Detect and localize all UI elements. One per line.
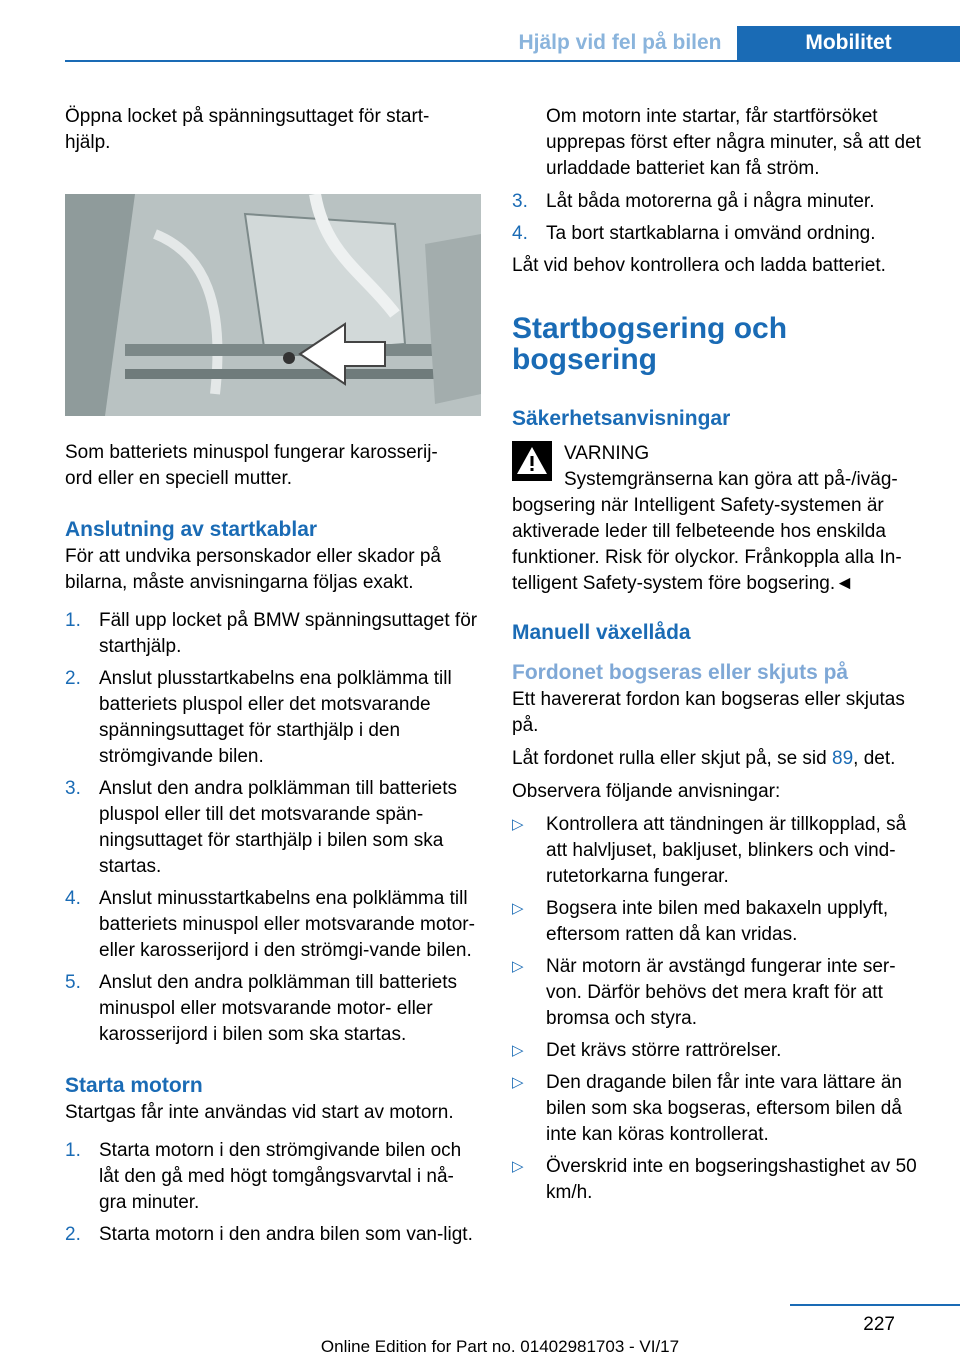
list-item bbox=[65, 1222, 481, 1248]
header-chapter-tab[interactable]: Mobilitet bbox=[737, 26, 960, 60]
step-number: 3. bbox=[65, 778, 81, 799]
bullet-triangle-icon: ▷ bbox=[512, 1042, 524, 1059]
warning-label: VARNING bbox=[564, 443, 650, 464]
bullet-triangle-icon: ▷ bbox=[512, 1074, 524, 1091]
step-text: Anslut plusstartkabelns ena polklämma till batteriets pluspol eller det motsvarande spänningsuttaget för starthjälp i den strömgivande bilen. bbox=[99, 668, 452, 767]
list-item bbox=[512, 812, 928, 890]
manual-gearbox-title: Manuell växellåda bbox=[512, 621, 691, 644]
bullet-text: Den dragande bilen får inte vara lättare än bilen som ska bogseras, eftersom bilen då inte kan köras kontrollerat. bbox=[546, 1072, 902, 1145]
step-number: 2. bbox=[65, 668, 81, 689]
edition-footer: Online Edition for Part no. 01402981703 - VI/17 bbox=[320, 1337, 680, 1356]
list-item bbox=[65, 608, 481, 660]
step-text: Starta motorn i den strömgivande bilen och låt den gå med högt tomgångsvarvtal i nå-gra minuter. bbox=[99, 1140, 462, 1213]
header-section-tab[interactable]: Hjälp vid fel på bilen bbox=[518, 31, 722, 54]
start-engine-steps-continued bbox=[512, 189, 928, 247]
list-item bbox=[512, 189, 928, 215]
page-89-link[interactable]: 89 bbox=[832, 748, 854, 769]
bullet-text: När motorn är avstängd fungerar inte ser-von. Därför behövs det mera kraft för att bromsa och styra. bbox=[546, 956, 896, 1029]
towing-reference-after: , det. bbox=[853, 748, 896, 769]
list-item bbox=[512, 896, 928, 948]
right-column bbox=[512, 104, 928, 1212]
step-number: 3. bbox=[512, 191, 528, 212]
list-item bbox=[65, 970, 481, 1048]
step-number: 2. bbox=[65, 1224, 81, 1245]
bullet-triangle-icon: ▷ bbox=[512, 900, 524, 917]
list-item bbox=[512, 1038, 928, 1064]
bullet-text: Det krävs större rattrörelser. bbox=[546, 1040, 782, 1061]
towing-reference-before: Låt fordonet rulla eller skjut på, se sid bbox=[512, 748, 833, 769]
towing-reference bbox=[512, 746, 928, 772]
warning-text-first-line: Systemgränserna kan göra att på-/iväg- bbox=[564, 469, 898, 490]
warning-icon bbox=[512, 441, 552, 481]
intro-text: Öppna locket på spänningsuttaget för start- hjälp. bbox=[65, 106, 430, 153]
start-engine-steps bbox=[65, 1138, 481, 1248]
continued-step-text: Om motorn inte startar, får startförsöket upprepas först efter några minuter, så att det urladdade batteriet kan få ström. bbox=[546, 106, 921, 179]
footer-rule bbox=[790, 1304, 960, 1306]
towing-bullets bbox=[512, 812, 928, 1206]
list-item bbox=[512, 1154, 928, 1206]
list-item bbox=[512, 221, 928, 247]
step-text: Anslut minusstartkabelns ena polklämma till batteriets minuspol eller motsvarande motor- eller karosserijord i den strömgi-vande bilen. bbox=[99, 888, 475, 961]
list-item bbox=[65, 1138, 481, 1216]
step-text: Anslut den andra polklämman till batteriets pluspol eller till det motsvarande spän-ningsuttaget för starthjälp i bilen som ska startas. bbox=[99, 778, 458, 877]
engine-bay-photo bbox=[65, 194, 481, 416]
section-jump-cables-title: Anslutning av startkablar bbox=[65, 518, 318, 541]
towing-subtitle: Fordonet bogseras eller skjuts på bbox=[512, 661, 849, 684]
warning-block bbox=[512, 441, 928, 493]
step-number: 4. bbox=[65, 888, 81, 909]
engine-bay-illustration bbox=[65, 194, 481, 416]
step-text: Anslut den andra polklämman till batteriets minuspol eller motsvarande motor- eller karosserijord i bilen som ska startas. bbox=[99, 972, 458, 1045]
bullet-triangle-icon: ▷ bbox=[512, 1158, 524, 1175]
chapter-title: Startbogsering och bogsering bbox=[512, 312, 788, 376]
step-text: Låt båda motorerna gå i några minuter. bbox=[546, 191, 875, 212]
list-item bbox=[512, 954, 928, 1032]
check-battery-text: Låt vid behov kontrollera och ladda batteriet. bbox=[512, 255, 886, 276]
section-start-engine-title: Starta motorn bbox=[65, 1074, 203, 1097]
header-rule bbox=[65, 60, 960, 62]
page-number: 227 bbox=[863, 1314, 895, 1335]
list-item bbox=[65, 776, 481, 880]
photo-caption: Som batteriets minuspol fungerar karosserij- ord eller en speciell mutter. bbox=[65, 442, 438, 489]
left-column bbox=[65, 104, 481, 1254]
bullet-triangle-icon: ▷ bbox=[512, 958, 524, 975]
observe-text: Observera följande anvisningar: bbox=[512, 781, 781, 802]
step-text: Starta motorn i den andra bilen som van-ligt. bbox=[99, 1224, 473, 1245]
towing-intro: Ett havererat fordon kan bogseras eller skjutas på. bbox=[512, 689, 905, 736]
step-number: 1. bbox=[65, 610, 81, 631]
bullet-text: Bogsera inte bilen med bakaxeln upplyft, eftersom ratten då kan vridas. bbox=[546, 898, 889, 945]
step-number: 4. bbox=[512, 223, 528, 244]
list-item bbox=[65, 886, 481, 964]
step-number: 5. bbox=[65, 972, 81, 993]
bullet-triangle-icon: ▷ bbox=[512, 816, 524, 833]
safety-title: Säkerhetsanvisningar bbox=[512, 407, 731, 430]
step-text: Ta bort startkablarna i omvänd ordning. bbox=[546, 223, 876, 244]
list-item bbox=[512, 1070, 928, 1148]
section-start-engine-intro: Startgas får inte användas vid start av motorn. bbox=[65, 1102, 454, 1123]
bullet-text: Kontrollera att tändningen är tillkopplad, så att halvljuset, bakljuset, blinkers och vind-rutetorkarna fungerar. bbox=[546, 814, 907, 887]
list-item bbox=[65, 666, 481, 770]
warning-text: bogsering när Intelligent Safety-systemen är aktiverade leder till felbeteende hos enskilda funktioner. Risk för olyckor. Frånkoppla alla In-telligent Safety-system före bogsering.◄ bbox=[512, 495, 902, 594]
step-number: 1. bbox=[65, 1140, 81, 1161]
step-text: Fäll upp locket på BMW spänningsuttaget för starthjälp. bbox=[99, 610, 478, 657]
jump-cable-steps bbox=[65, 608, 481, 1048]
section-jump-cables-intro: För att undvika personskador eller skador på bilarna, måste anvisningarna följas exakt. bbox=[65, 546, 441, 593]
bullet-text: Överskrid inte en bogseringshastighet av 50 km/h. bbox=[546, 1156, 917, 1203]
